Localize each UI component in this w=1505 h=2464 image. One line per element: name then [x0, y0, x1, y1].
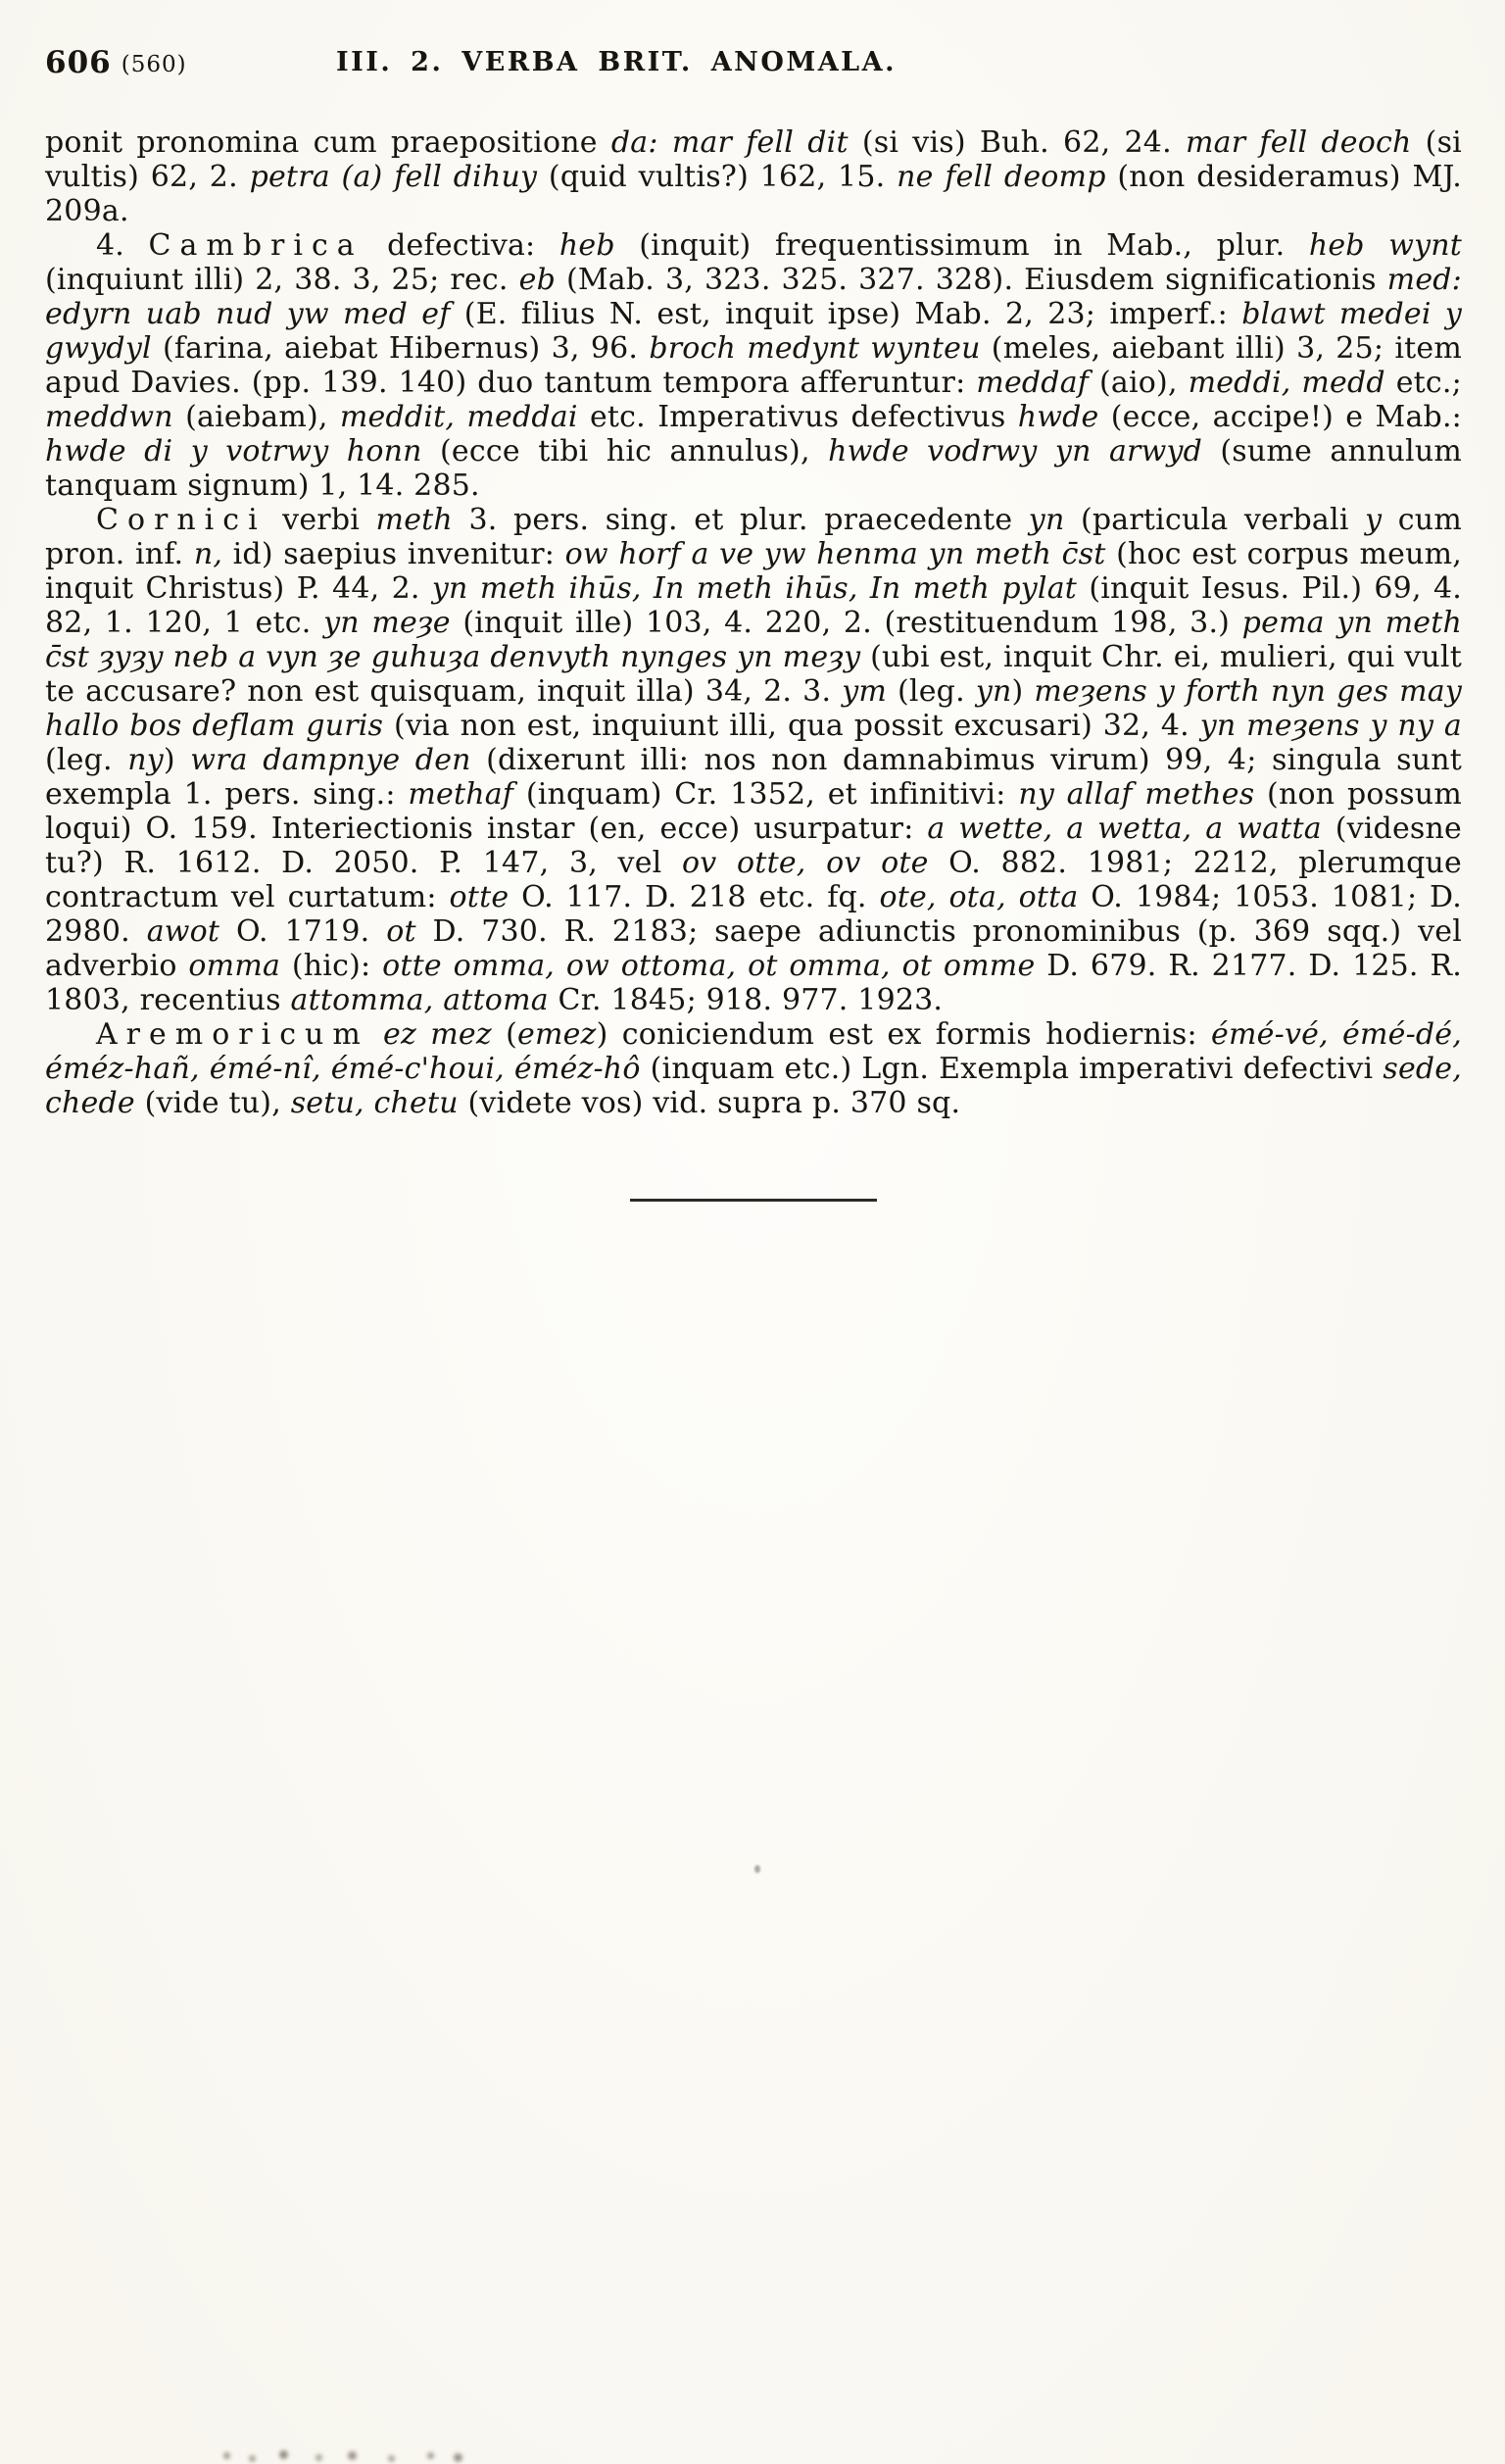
- paragraph-3: [45, 503, 1462, 1017]
- text-run: etc. Imperativus defectivus: [577, 400, 1018, 434]
- text-run: verbi: [266, 503, 376, 537]
- italic-text-run: attomma, attoma: [290, 983, 549, 1017]
- italic-text-run: hwde: [1017, 400, 1099, 434]
- text-run: (hic):: [280, 949, 383, 983]
- italic-text-run: yn: [975, 674, 1012, 709]
- text-run: defectiva:: [363, 228, 559, 263]
- italic-text-run: mar fell dit: [671, 125, 849, 160]
- text-run: (leg.: [45, 743, 128, 777]
- text-run: O. 1719.: [219, 914, 387, 949]
- text-run: 4.: [96, 228, 149, 263]
- italic-text-run: a wette, a wetta, a watta: [927, 812, 1322, 846]
- italic-text-run: ov otte, ov ote: [682, 846, 929, 880]
- text-run: D. 730. R. 2183; saepe adiunctis pronominibus (p. 369 sqq.) vel adverbio: [45, 914, 1462, 983]
- text-run: (inquiunt illi) 2, 38. 3, 25; rec.: [45, 263, 519, 297]
- text-run: (dixerunt illi: nos non damnabimus virum) 99, 4; singula sunt exempla 1. pers. sing.:: [45, 743, 1462, 812]
- text-run: (inquit) frequentissimum in Mab., plur.: [614, 228, 1309, 263]
- letterspaced-text-run: Cambrica: [148, 228, 364, 263]
- italic-text-run: meddwn: [45, 400, 173, 434]
- italic-text-run: petra (a) fell dihuy: [249, 160, 538, 194]
- italic-text-run: ez mez: [383, 1017, 492, 1052]
- text-run: ) coniciendum est ex formis hodiernis:: [596, 1017, 1212, 1052]
- italic-text-run: setu, chetu: [290, 1086, 459, 1120]
- text-run: (videsne tu?) R. 1612. D. 2050. P. 147, 3, vel: [45, 812, 1462, 880]
- italic-text-run: med: edyrn uab nud yw med ef: [45, 263, 1462, 331]
- italic-text-run: ny: [127, 743, 164, 777]
- text-run: (non desideramus) MJ. 209a.: [45, 160, 1462, 228]
- italic-text-run: omma: [188, 949, 281, 983]
- text-run: (aiebam),: [172, 400, 340, 434]
- text-run: (via non est, inquiunt illi, qua possit excusari) 32, 4.: [383, 709, 1200, 743]
- text-run: [658, 125, 672, 160]
- italic-text-run: meddi, medd: [1188, 366, 1385, 400]
- text-run: (sume annulum tanquam signum) 1, 14. 285.: [45, 434, 1462, 503]
- text-run: (inquit Iesus. Pil.) 69, 4. 82, 1. 120, 1 etc.: [45, 571, 1462, 640]
- italic-text-run: yn meȝe: [323, 606, 451, 640]
- italic-text-run: methaf: [408, 777, 514, 812]
- paragraph-4: [45, 1017, 1462, 1120]
- italic-text-run: meth: [375, 503, 453, 537]
- italic-text-run: ow horf a ve yw henma yn meth c̄st: [564, 537, 1106, 571]
- italic-text-run: awot: [146, 914, 220, 949]
- text-run: O. 882. 1981; 2212, plerumque contractum vel curtatum:: [45, 846, 1462, 914]
- text-run: (si vultis) 62, 2.: [45, 125, 1462, 194]
- text-run: (ubi est, inquit Chr. ei, mulieri, qui vult te accusare? non est quisquam, inquit illa) 34, 2. 3.: [45, 640, 1462, 709]
- text-run: (ecce, accipe!) e Mab.:: [1098, 400, 1462, 434]
- text-run: (inquam etc.) Lgn. Exempla imperativi defectivi: [640, 1052, 1384, 1086]
- italic-text-run: meddit, meddai: [339, 400, 578, 434]
- text-run: (E. filius N. est, inquit ipse) Mab. 2, 23; imperf.:: [450, 297, 1242, 331]
- text-run: (leg.: [887, 674, 976, 709]
- text-block: [45, 125, 1462, 1120]
- italic-text-run: ym: [842, 674, 887, 709]
- ink-speck: [754, 1865, 760, 1873]
- running-head: III. 2. VERBA BRIT. ANOMALA.: [335, 47, 898, 77]
- text-run: ): [163, 743, 191, 777]
- page-number: 606: [45, 45, 112, 80]
- text-run: [369, 1017, 383, 1052]
- italic-text-run: yn: [1028, 503, 1065, 537]
- italic-text-run: émé-vé, émé-dé, éméz-hañ, émé-nî, émé-c'houi, éméz-hô: [45, 1017, 1463, 1086]
- text-run: D. 679. R. 2177. D. 125. R. 1803, recentius: [45, 949, 1462, 1017]
- text-run: (: [491, 1017, 517, 1052]
- text-run: (si vis) Buh. 62, 24.: [848, 125, 1186, 160]
- italic-text-run: heb: [558, 228, 615, 263]
- text-run: (hoc est corpus meum, inquit Christus) P. 44, 2.: [45, 537, 1462, 606]
- page-number-alt: (560): [121, 52, 187, 77]
- italic-text-run: da:: [610, 125, 658, 160]
- paragraph-1: [45, 125, 1462, 228]
- italic-text-run: mar fell deoch: [1185, 125, 1412, 160]
- italic-text-run: hwde di y votrwy honn: [45, 434, 422, 468]
- italic-text-run: broch medynt wynteu: [649, 331, 981, 366]
- italic-text-run: heb wynt: [1308, 228, 1463, 263]
- letterspaced-text-run: Aremoricum: [96, 1017, 369, 1052]
- italic-text-run: yn meth ihūs, In meth ihūs, In meth pylat: [431, 571, 1078, 606]
- text-run: O. 117. D. 218 etc. fq.: [509, 880, 880, 914]
- text-run: O. 1984; 1053. 1081; D. 2980.: [45, 880, 1462, 949]
- paragraph-2: [45, 228, 1462, 503]
- italic-text-run: pema yn meth c̄st ȝyȝy neb a vyn ȝe guhuȝa denvyth nynges yn meȝy: [45, 606, 1462, 674]
- text-run: (farina, aiebat Hibernus) 3, 96.: [151, 331, 650, 366]
- italic-text-run: yn meȝens y ny a: [1199, 709, 1462, 743]
- text-run: (ecce tibi hic annulus),: [421, 434, 829, 468]
- italic-text-run: n,: [193, 537, 223, 571]
- italic-text-run: ote, ota, otta: [879, 880, 1079, 914]
- text-run: (vide tu),: [134, 1086, 291, 1120]
- text-run: (aio),: [1089, 366, 1189, 400]
- page-header: [45, 43, 1462, 100]
- text-run: (videte vos) vid. supra p. 370 sq.: [458, 1086, 961, 1120]
- text-run: (particula verbali: [1064, 503, 1366, 537]
- italic-text-run: ne fell deomp: [897, 160, 1106, 194]
- text-run: cum pron. inf.: [45, 503, 1462, 571]
- letterspaced-text-run: Cornici: [96, 503, 267, 537]
- text-run: (inquit ille) 103, 4. 220, 2. (restituendum 198, 3.): [450, 606, 1242, 640]
- italic-text-run: hwde vodrwy yn arwyd: [828, 434, 1203, 468]
- italic-text-run: blawt medei y gwydyl: [45, 297, 1463, 366]
- italic-text-run: otte: [449, 880, 510, 914]
- text-run: Cr. 1845; 918. 977. 1923.: [548, 983, 944, 1017]
- italic-text-run: eb: [518, 263, 556, 297]
- italic-text-run: ny allaf methes: [1018, 777, 1255, 812]
- text-run: (inquam) Cr. 1352, et infinitivi:: [513, 777, 1019, 812]
- footnote-separator-rule: [630, 1199, 877, 1202]
- page-bottom-ink-marks: [223, 2452, 230, 2459]
- italic-text-run: ot: [386, 914, 416, 949]
- text-run: 3. pers. sing. et plur. praecedente: [452, 503, 1029, 537]
- text-run: ponit pronomina cum praepositione: [45, 125, 611, 160]
- italic-text-run: wra dampnye den: [190, 743, 471, 777]
- text-run: (non possum loqui) O. 159. Interiectionis instar (en, ecce) usurpatur:: [45, 777, 1462, 846]
- italic-text-run: otte omma, ow ottoma, ot omma, ot omme: [382, 949, 1036, 983]
- italic-text-run: emez: [517, 1017, 597, 1052]
- text-run: etc.;: [1384, 366, 1462, 400]
- italic-text-run: sede, chede: [45, 1052, 1462, 1120]
- italic-text-run: meddaf: [976, 366, 1090, 400]
- text-run: ): [1011, 674, 1035, 709]
- text-run: id) saepius invenitur:: [222, 537, 565, 571]
- text-run: (Mab. 3, 323. 325. 327. 328). Eiusdem significationis: [555, 263, 1387, 297]
- text-run: (quid vultis?) 162, 15.: [537, 160, 898, 194]
- text-run: (meles, aiebant illi) 3, 25; item apud Davies. (pp. 139. 140) duo tantum tempora afferuntur:: [45, 331, 1462, 400]
- italic-text-run: meȝens y forth nyn ges may hallo bos deflam guris: [45, 674, 1463, 743]
- italic-text-run: y: [1365, 503, 1383, 537]
